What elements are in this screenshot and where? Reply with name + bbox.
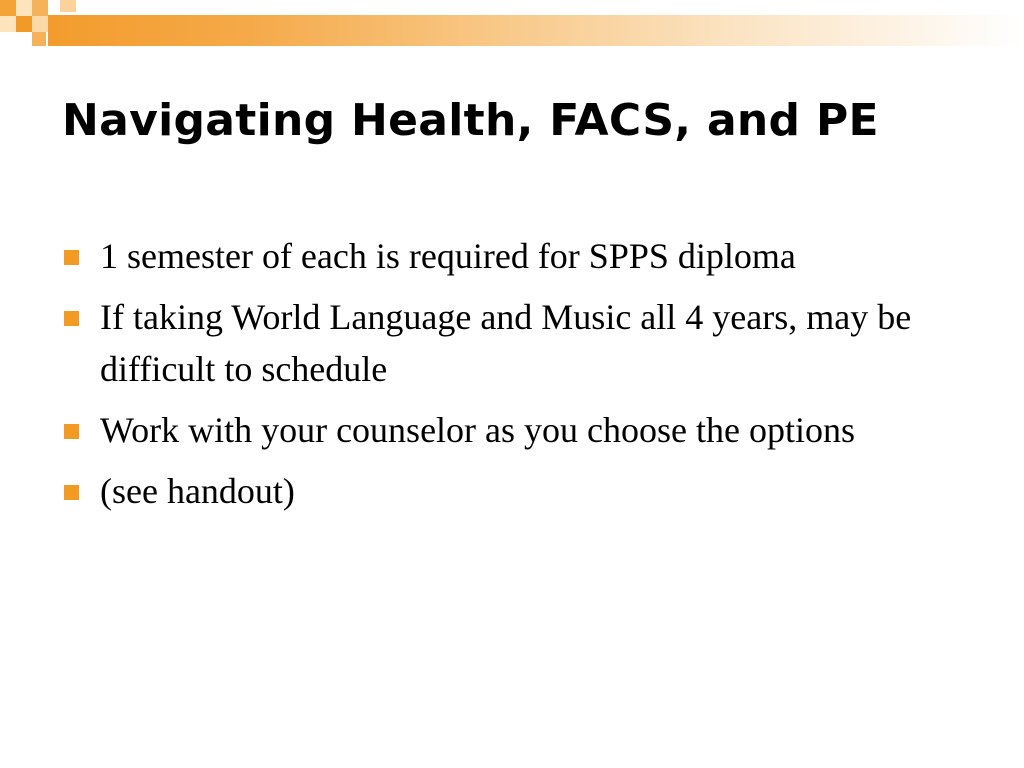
bullet-text: 1 semester of each is required for SPPS diploma [100, 236, 796, 276]
bullet-text: If taking World Language and Music all 4 years, may be difficult to schedule [100, 297, 912, 389]
decor-square [32, 32, 46, 46]
bullet-item [62, 230, 962, 282]
decor-square [32, 16, 48, 32]
decor-square [16, 16, 32, 32]
bullet-text: Work with your counselor as you choose the options [100, 410, 855, 450]
square-bullet-icon [64, 311, 79, 326]
decor-square [0, 0, 16, 16]
slide-title: Navigating Health, FACS, and PE [62, 95, 879, 146]
bullet-text: (see handout) [100, 471, 295, 511]
decor-square [60, 0, 76, 12]
decor-square [32, 0, 48, 16]
bullet-list [62, 230, 962, 526]
decor-square [0, 16, 16, 32]
header-gradient-band [48, 15, 1024, 46]
bullet-item [62, 465, 962, 517]
bullet-item [62, 291, 962, 395]
decor-square [16, 0, 32, 16]
bullet-item [62, 404, 962, 456]
square-bullet-icon [64, 250, 79, 265]
square-bullet-icon [64, 424, 79, 439]
square-bullet-icon [64, 485, 79, 500]
